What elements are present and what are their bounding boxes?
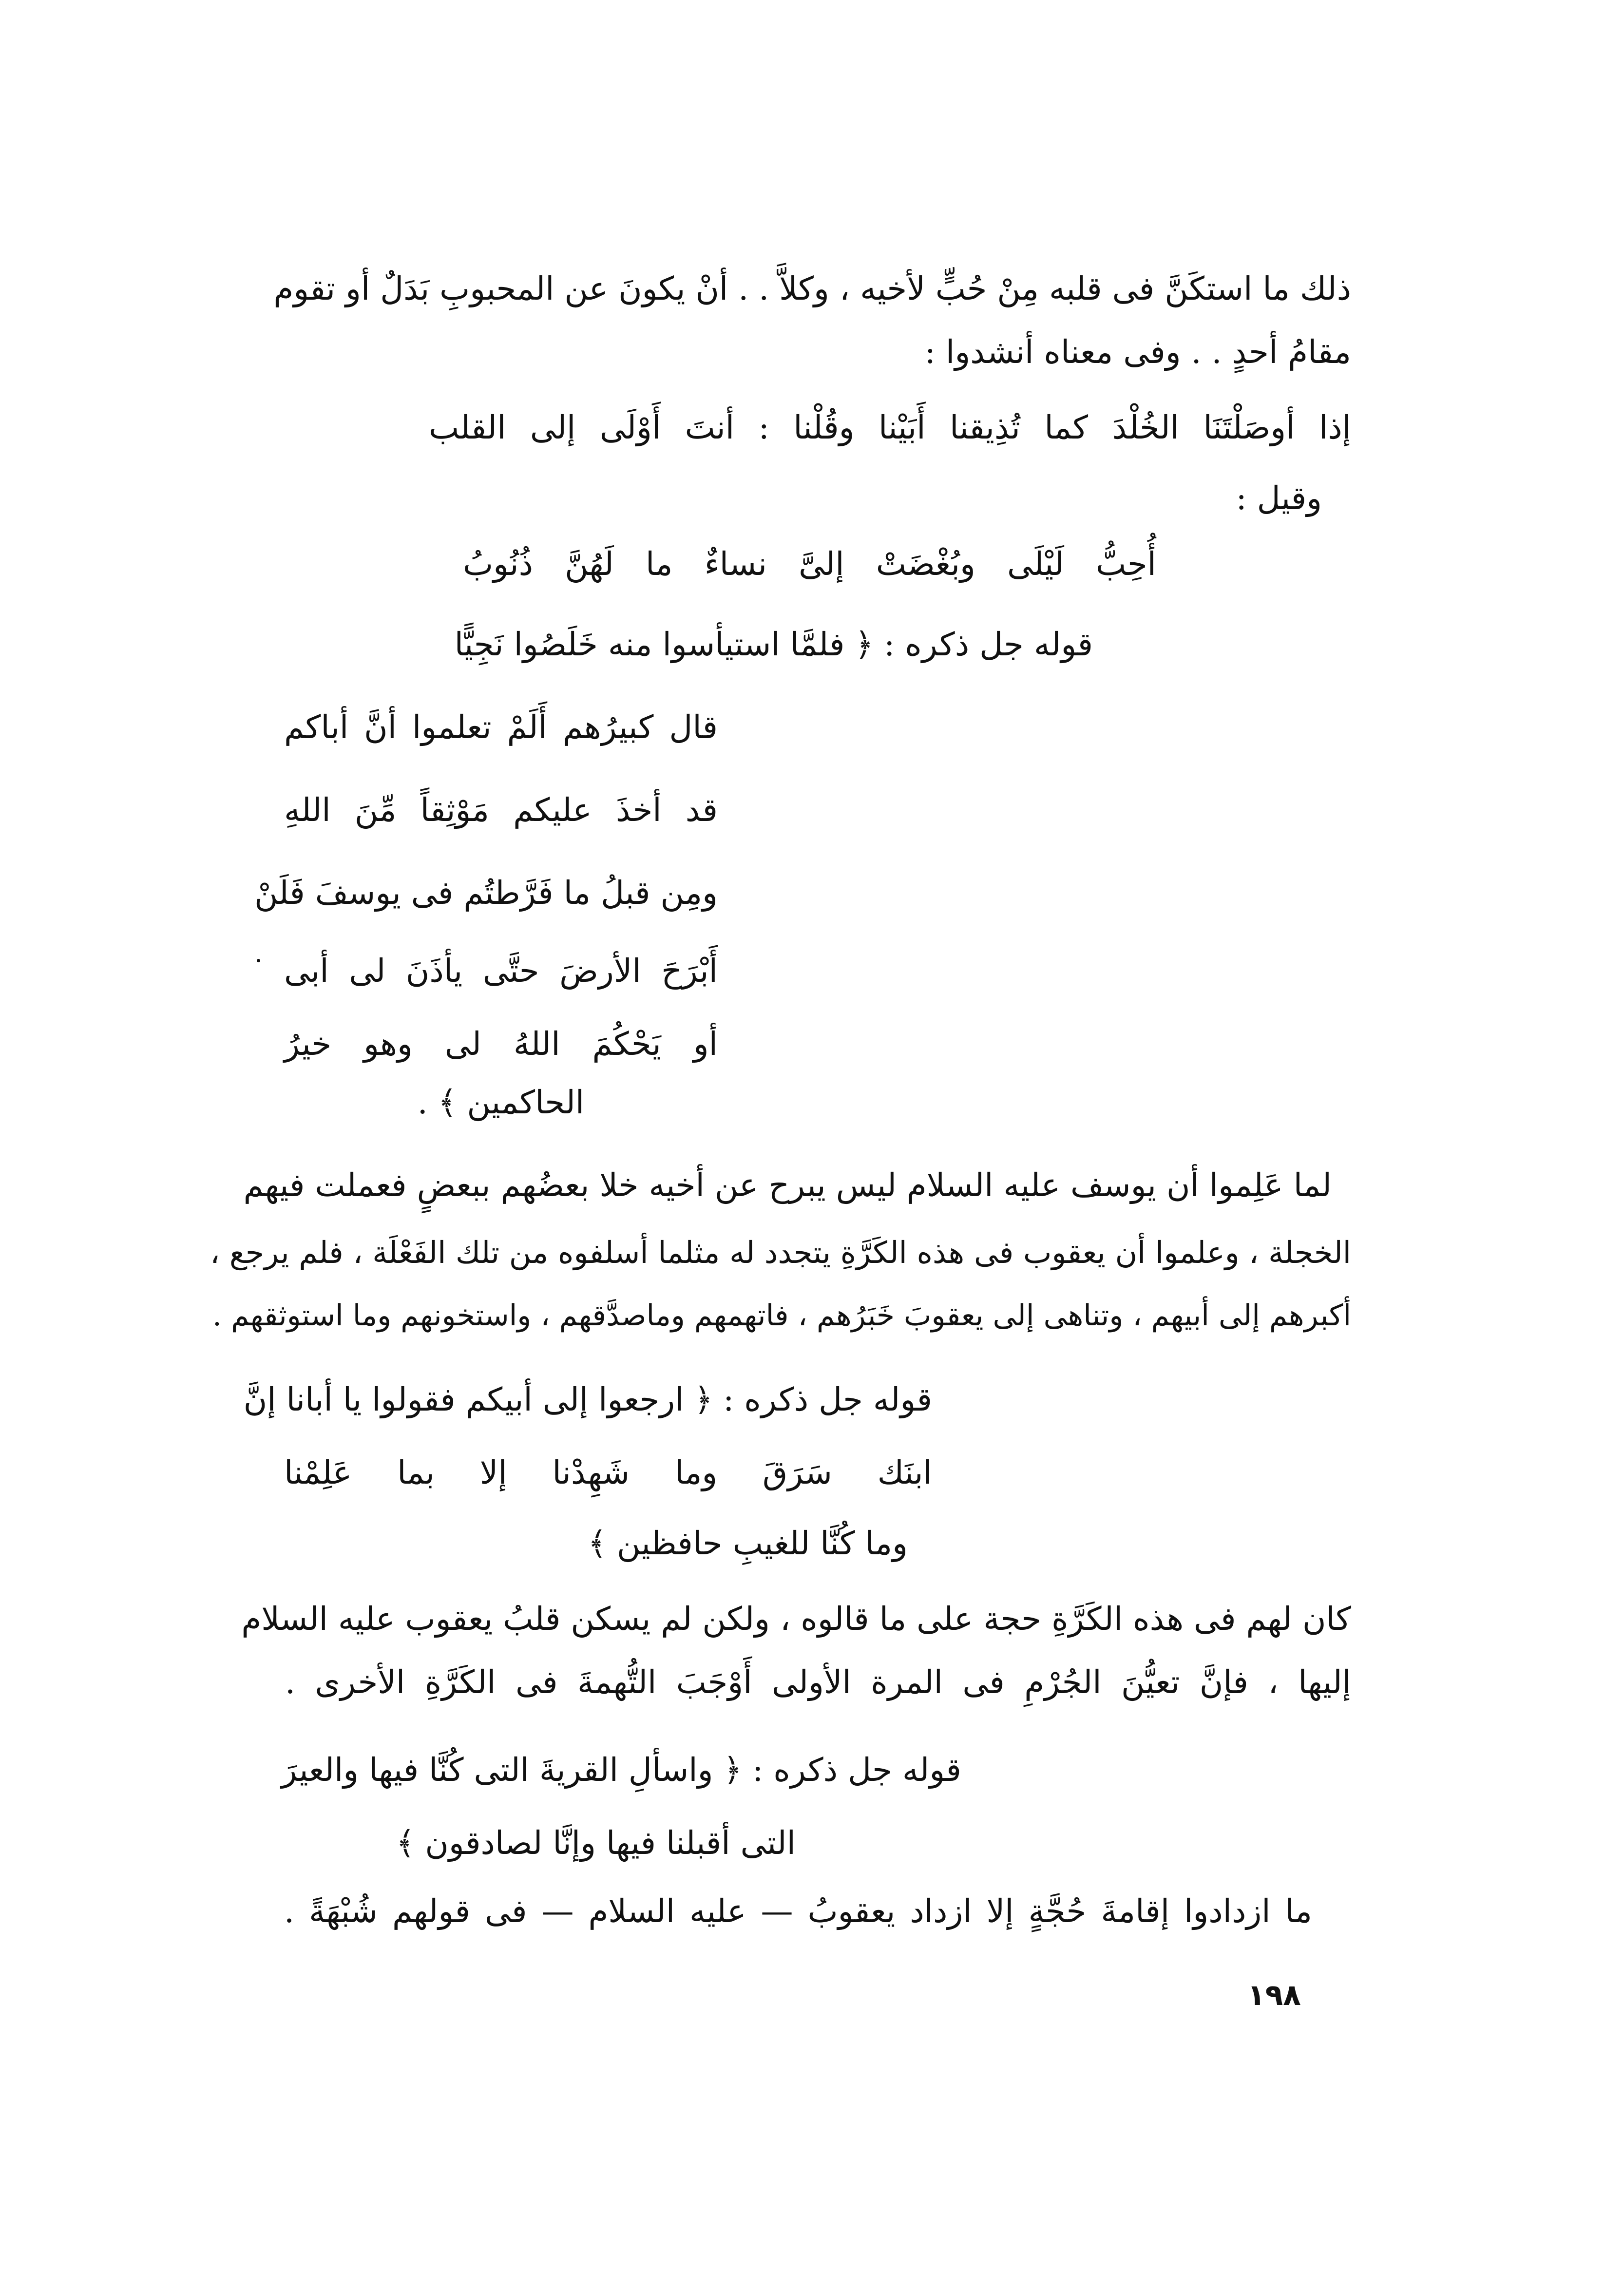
paragraph-line: كان لهم فى هذه الكَرَّةِ حجة على ما قالوه ، ولكن لم يسكن قلبُ يعقوب عليه السلام: [241, 1600, 1351, 1638]
verse-line: التى أقبلنا فيها وإنَّا لصادقون ﴾: [396, 1824, 796, 1862]
verse-line: قد أخذَ عليكم مَوْثِقاً مِّنَ اللهِ: [284, 791, 718, 829]
verse-line: أو يَحْكُمَ اللهُ لى وهو خيرُ: [284, 1025, 718, 1063]
verse-line: ابنَك سَرَقَ وما شَهِدْنا إلا بما عَلِمْنا: [284, 1454, 932, 1491]
poem-verse: إذا أوصَلْتَنَا الخُلْدَ كما تُذِيقنا أَبَيْنا وقُلْنا : أنتَ أَوْلَى إلى القلب: [429, 409, 1352, 446]
poem-verse: أُحِبُّ لَيْلَى وبُغْضَتْ إلىَّ نساءٌ ما لَهُنَّ ذُنُوبُ: [463, 545, 1156, 583]
paragraph-line: ما ازدادوا إقامةَ حُجَّةٍ إلا ازداد يعقوبُ — عليه السلام — فى قولهم شُبْهَةً .: [284, 1892, 1313, 1930]
paragraph-line: ذلك ما استكَنَّ فى قلبه مِنْ حُبٍّ لأخيه ، وكلاَّ . . أنْ يكونَ عن المحبوبِ بَدَلٌ أو تقوم: [273, 270, 1351, 307]
verse-line: ومِن قبلُ ما فَرَّطتُم فى يوسفَ فَلَنْ: [254, 874, 718, 912]
verse-line: الحاكمين ﴾ .: [417, 1084, 585, 1121]
verse-line: وما كُنَّا للغيبِ حافظين ﴾: [588, 1525, 908, 1562]
paragraph-line: لما عَلِموا أن يوسف عليه السلام ليس يبرح عن أخيه خلا بعضُهم ببعضٍ فعملت فيهم: [243, 1166, 1332, 1204]
verse-heading: قوله جل ذكره : ﴿ فلمَّا استيأسوا منه خَلَصُوا نَجِيًّا: [454, 626, 1093, 663]
verse-line: قال كبيرُهم أَلَمْ تعلموا أنَّ أباكم: [284, 708, 718, 746]
page-number: ١٩٨: [1247, 1978, 1301, 2012]
paragraph-line: أكبرهم إلى أبيهم ، وتناهى إلى يعقوبَ خَبَرُهم ، فاتهمهم وماصدَّقهم ، واستخونهم وما استوثقهم .: [212, 1298, 1351, 1333]
verse-heading: قوله جل ذكره : ﴿ ارجعوا إلى أبيكم فقولوا يا أبانا إنَّ: [243, 1381, 932, 1418]
poem-intro: وقيل :: [1236, 479, 1322, 517]
verse-line: أَبْرَحَ الأرضَ حتَّى يأذَنَ لى أبى: [284, 952, 718, 990]
stray-dot-mark: [257, 959, 260, 962]
paragraph-line: الخجلة ، وعلموا أن يعقوب فى هذه الكَرَّةِ يتجدد له مثلما أسلفوه من تلك الفَعْلَة ، فلم يرجع ،: [210, 1235, 1351, 1270]
paragraph-line: إليها ، فإنَّ تعيُّنَ الجُرْمِ فى المرة الأولى أَوْجَبَ التُّهمةَ فى الكَرَّةِ الأخرى .: [285, 1663, 1351, 1701]
paragraph-line: مقامُ أحدٍ . . وفى معناه أنشدوا :: [924, 333, 1351, 371]
verse-heading: قوله جل ذكره : ﴿ واسألِ القريةَ التى كُنَّا فيها والعيرَ: [281, 1751, 961, 1789]
